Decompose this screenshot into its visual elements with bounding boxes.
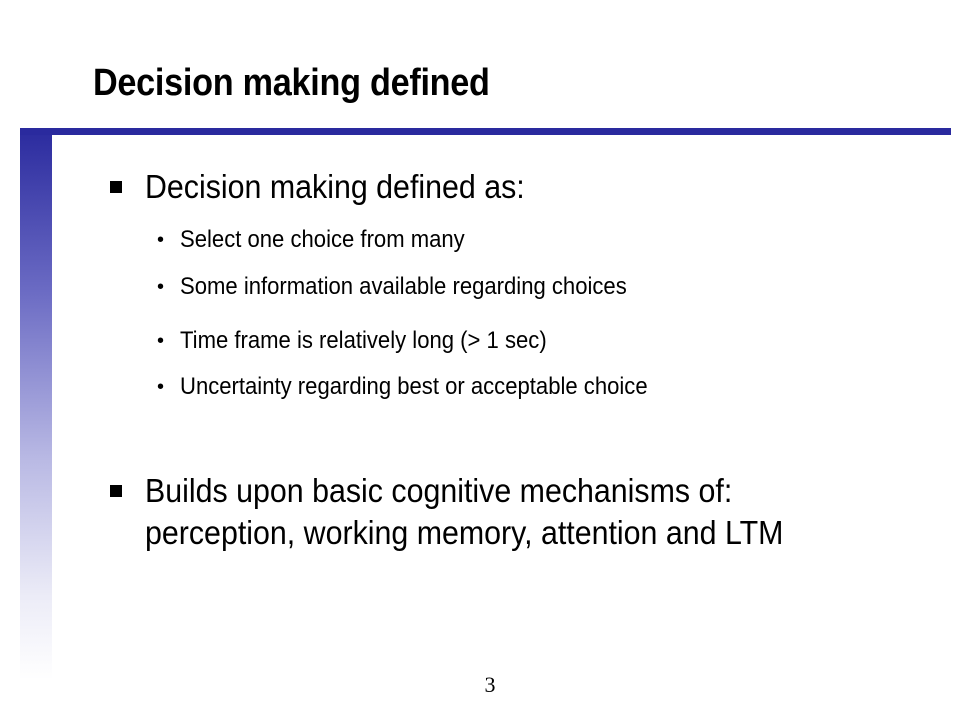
dot-bullet-icon: • [157, 330, 165, 352]
sub-bullet-2: Some information available regarding choices [180, 273, 627, 300]
bullet-2-line-1: Builds upon basic cognitive mechanisms of: [145, 472, 733, 509]
sub-bullet-1: Select one choice from many [180, 226, 465, 253]
sub-bullet-3: Time frame is relatively long (> 1 sec) [180, 327, 547, 354]
slide-title: Decision making defined [93, 62, 490, 104]
side-gradient-bar [20, 128, 52, 680]
square-bullet-icon [110, 485, 122, 497]
bullet-2-line-2: perception, working memory, attention and LTM [145, 514, 784, 551]
dot-bullet-icon: • [157, 229, 165, 251]
square-bullet-icon [110, 181, 122, 193]
page-number: 3 [484, 672, 496, 697]
sub-bullet-4: Uncertainty regarding best or acceptable choice [180, 373, 648, 400]
dot-bullet-icon: • [157, 376, 165, 398]
dot-bullet-icon: • [157, 276, 165, 298]
title-underline-bar [20, 128, 951, 135]
bullet-1-text: Decision making defined as: [145, 168, 525, 205]
